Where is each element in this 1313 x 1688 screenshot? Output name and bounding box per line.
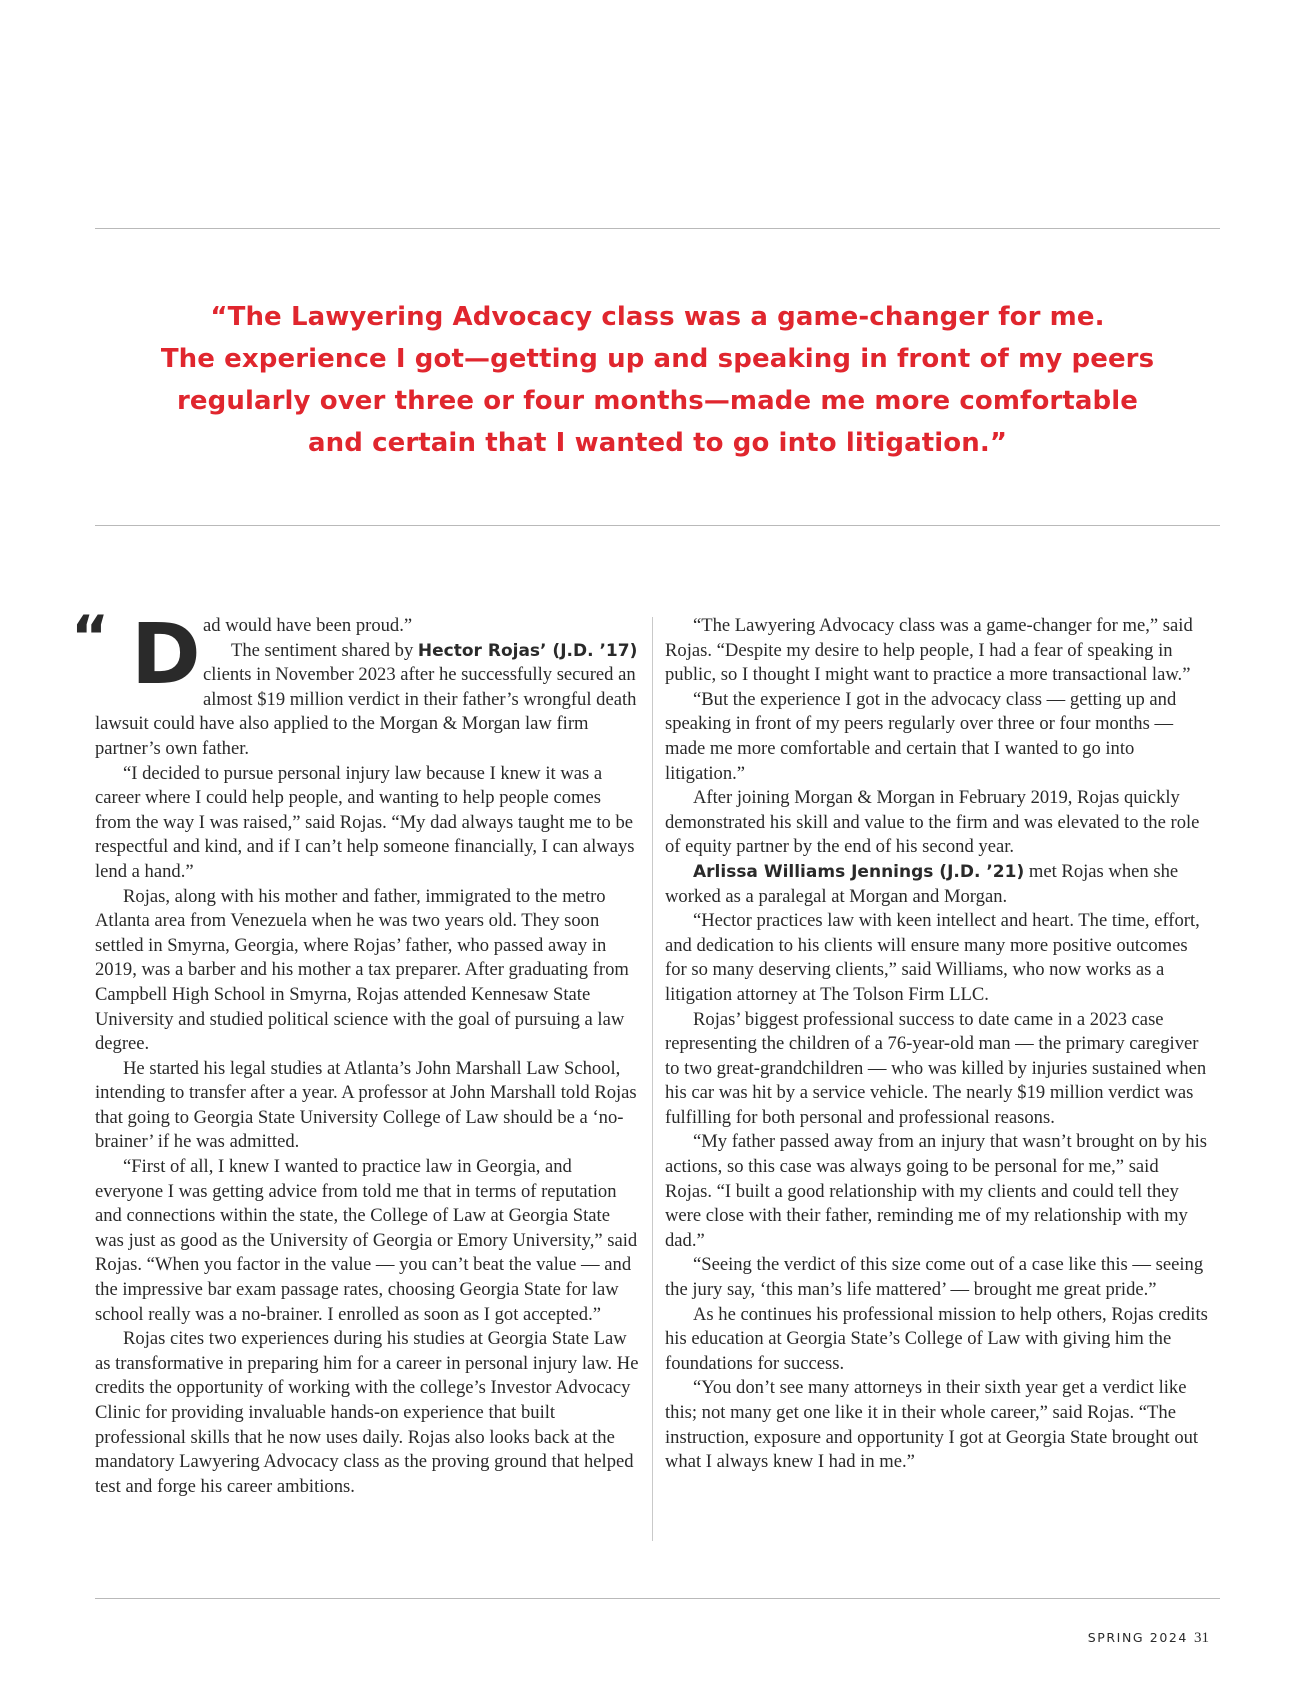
person-name-hector-rojas: Hector Rojas’ (J.D. ’17) [417,640,638,661]
issue-label: SPRING 2024 [1087,1630,1188,1645]
paragraph: As he continues his professional mission to help others, Rojas credits his education at Georgia State’s College of Law with giving him the foundations for success. [665,1303,1208,1374]
middle-divider [95,525,1220,526]
page-footer [1088,1630,1209,1647]
pull-quote-line: and certain that I wanted to go into litigation.” [307,428,1008,458]
paragraph: “You don’t see many attorneys in their sixth year get a verdict like this; not many get one like it in their whole career,” said Rojas. “The instruction, exposure and opportunity I got at Georgia State brought out what I always knew I had in me.” [665,1377,1199,1473]
paragraph: “First of all, I knew I wanted to practice law in Georgia, and everyone I was getting advice from told me that in terms of reputation and connections within the state, the College of Law at Georgia State was just as good as the University of Georgia or Emory University,” said Rojas. “When you factor in the value — you can’t beat the value — and the impressive bar exam passage rates, choosing Georgia State for law school really was a no-brainer. I enrolled as soon as I got accepted.” [95,1156,638,1325]
pull-quote [95,296,1220,464]
paragraph: “I decided to pursue personal injury law because I knew it was a career where I could help people, and wanting to help people comes from the way I was raised,” said Rojas. “My dad always taught me to be respectful and kind, and if I can’t help someone financially, I can always lend a hand.” [95,762,635,882]
paragraph: He started his legal studies at Atlanta’s John Marshall Law School, intending to transfer after a year. A professor at John Marshall told Rojas that going to Georgia State University College of Law should be a ‘no-brainer’ if he was admitted. [95,1057,637,1153]
paragraph [665,860,1210,909]
paragraph-text: The sentiment shared by [231,639,418,661]
pull-quote-line: “The Lawyering Advocacy class was a game-changer for me. [210,302,1105,332]
paragraph: “Hector practices law with keen intellect and heart. The time, effort, and dedication to his clients will ensure many more positive outcomes for so many deserving clients,” said Williams, who now works as a litigation attorney at The Tolson Firm LLC. [665,910,1200,1005]
paragraph: After joining Morgan & Morgan in February 2019, Rojas quickly demonstrated his skill and value to the firm and was elevated to the role of equity partner by the end of his second year. [665,787,1200,858]
paragraph-text: met Rojas when she worked as a paralegal at Morgan and Morgan. [665,860,1179,907]
page-number: 31 [1194,1630,1209,1646]
pull-quote-line: The experience I got—getting up and speaking in front of my peers [160,344,1155,374]
pull-quote-line: regularly over three or four months—made me more comfortable [176,386,1138,416]
article-column-left [71,603,640,1499]
paragraph-text: clients in November 2023 after he successfully secured an almost $19 million verdict in their father’s wrongful death lawsuit could have also applied to the Morgan & Morgan law firm partner’s own father. [95,664,637,759]
paragraph: “The Lawyering Advocacy class was a game-changer for me,” said Rojas. “Despite my desire to help people, I had a fear of speaking in public, so I thought I might want to practice a more transactional law.” [665,615,1193,686]
paragraph: “But the experience I got in the advocacy class — getting up and speaking in front of my peers regularly over three or four months — made me more comfortable and certain that I wanted to go into litigation.” [665,688,1177,784]
drop-cap-letter: D [131,605,201,703]
bottom-divider [95,1598,1220,1599]
drop-cap-quote-mark: “ [71,603,110,671]
person-name-arlissa-williams-jennings: Arlissa Williams Jennings (J.D. ’21) [693,861,1025,882]
column-divider [652,617,653,1541]
paragraph: Rojas cites two experiences during his studies at Georgia State Law as transformative in preparing him for a career in personal injury law. He credits the opportunity of working with the college’s Investor Advocacy Clinic for providing invaluable hands-on experience that built professional skills that he now uses daily. Rojas also looks back at the mandatory Lawyering Advocacy class as the proving ground that helped test and forge his career ambitions. [95,1328,639,1497]
lead-text: ad would have been proud.” [203,615,413,636]
article-column-right [665,614,1210,1475]
paragraph: Rojas, along with his mother and father, immigrated to the metro Atlanta area from Venezuela when he was two years old. They soon settled in Smyrna, Georgia, where Rojas’ father, who passed away in 2019, was a barber and his mother a tax preparer. After graduating from Campbell High School in Smyrna, Rojas attended Kennesaw State University and studied political science with the goal of pursuing a law degree. [95,885,629,1055]
paragraph: “My father passed away from an injury that wasn’t brought on by his actions, so this case was always going to be personal for me,” said Rojas. “I built a good relationship with my clients and could tell they were close with their father, reminding me of my relationship with my dad.” [665,1131,1207,1251]
paragraph: Rojas’ biggest professional success to date came in a 2023 case representing the children of a 76-year-old man — the primary caregiver to two great-grandchildren — who was killed by injuries sustained when his car was hit by a service vehicle. The nearly $19 million verdict was fulfilling for both personal and professional reasons. [665,1008,1207,1128]
drop-cap [71,603,201,703]
top-divider [95,228,1220,229]
paragraph: “Seeing the verdict of this size come out of a case like this — seeing the jury say, ‘this man’s life mattered’ — brought me great pride.” [665,1254,1204,1301]
